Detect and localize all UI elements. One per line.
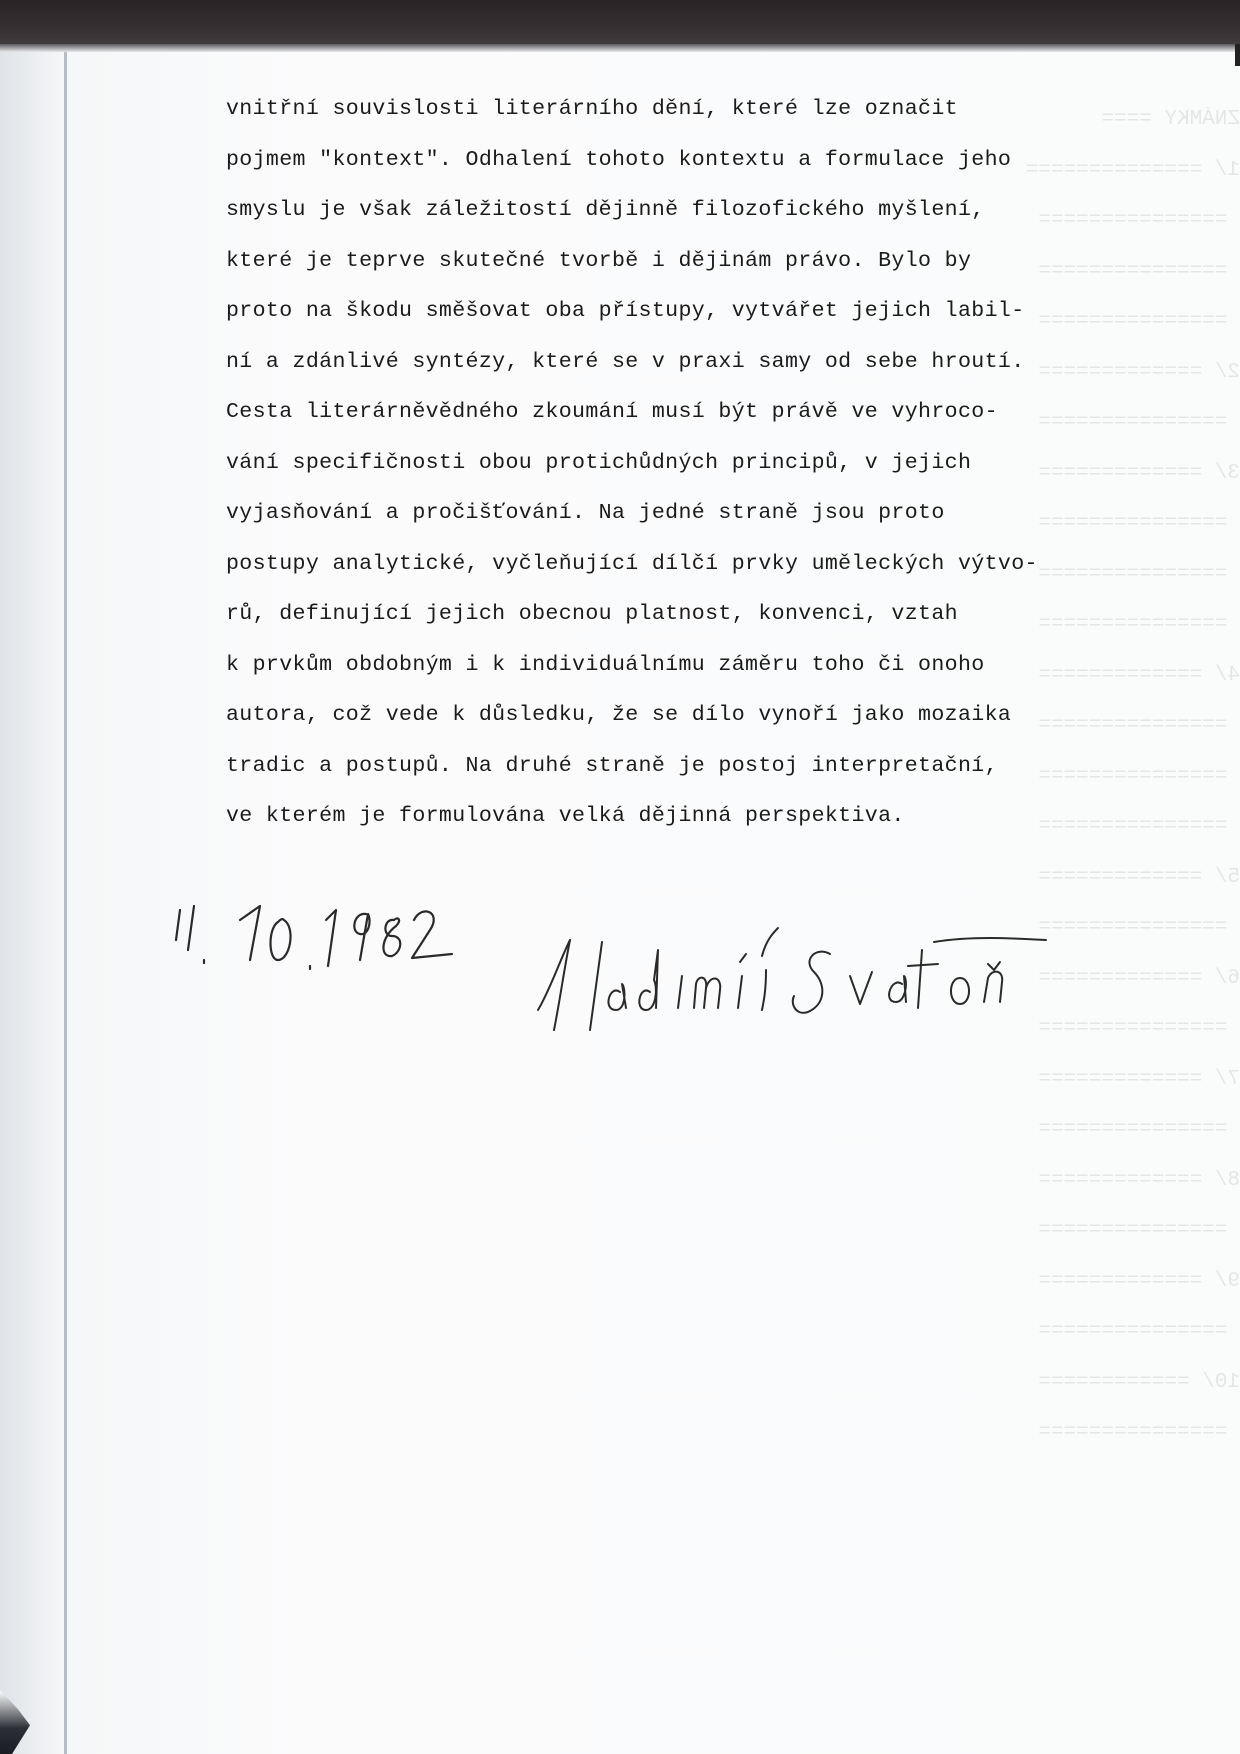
text-line: tradic a postupů. Na druhé straně je postoj interpretační, xyxy=(226,753,998,778)
text-line: rů, definující jejich obecnou platnost, konvenci, vztah xyxy=(226,602,958,626)
bleed-through-texture: ZNÁMKY ==== 1/ ============== =============== =============== =============== 2/ ============= =============== 3/ ============= =============== =============== =============== 4/ ============= =============== =============== =============== 5/ ============= =============== 6/ ============= =============== 7/ ============= =============== 8/ ============= =============== 9/ ============= =============== 10/ ============ =============== xyxy=(1025,108,1240,1444)
handwritten-date xyxy=(160,880,480,990)
text-line: proto na škodu směšovat oba přístupy, vytvářet jejich labil- xyxy=(226,299,1025,323)
text-line: Cesta literárněvědného zkoumání musí být právě ve vyhroco- xyxy=(226,400,998,424)
text-line: které je teprve skutečné tvorbě i dějinám právo. Bylo by xyxy=(226,248,972,273)
text-line: ní a zdánlivé syntézy, které se v praxi samy od sebe hroutí. xyxy=(226,349,1025,374)
text-line: pojmem "kontext". Odhalení tohoto kontextu a formulace jeho xyxy=(226,147,1012,172)
text-line: vání specifičnosti obou protichůdných principů, v jejich xyxy=(226,450,972,475)
text-line: vyjasňování a pročišťování. Na jedné straně jsou proto xyxy=(226,501,945,525)
handwritten-signature xyxy=(530,880,1050,1070)
text-line: smyslu je však záležitostí dějinně filozofického myšlení, xyxy=(226,198,985,222)
text-line: ve kterém je formulována velká dějinná perspektiva. xyxy=(226,804,905,828)
text-line: k prvkům obdobným i k individuálnímu záměru toho či onoho xyxy=(226,652,985,677)
text-line: autora, což vede k důsledku, že se dílo vynoří jako mozaika xyxy=(226,703,1012,727)
binding-shadow xyxy=(64,52,67,1754)
signature-block xyxy=(160,880,1020,1070)
text-line: postupy analytické, vyčleňující dílčí prvky uměleckých výtvo- xyxy=(226,551,1038,576)
page-top-shadow xyxy=(0,44,1240,52)
text-line: vnitřní souvislosti literárního dění, které lze označit xyxy=(226,97,958,121)
corner-mark xyxy=(1235,44,1240,66)
binding-strip xyxy=(0,52,70,1754)
typed-body-text xyxy=(226,88,1038,846)
